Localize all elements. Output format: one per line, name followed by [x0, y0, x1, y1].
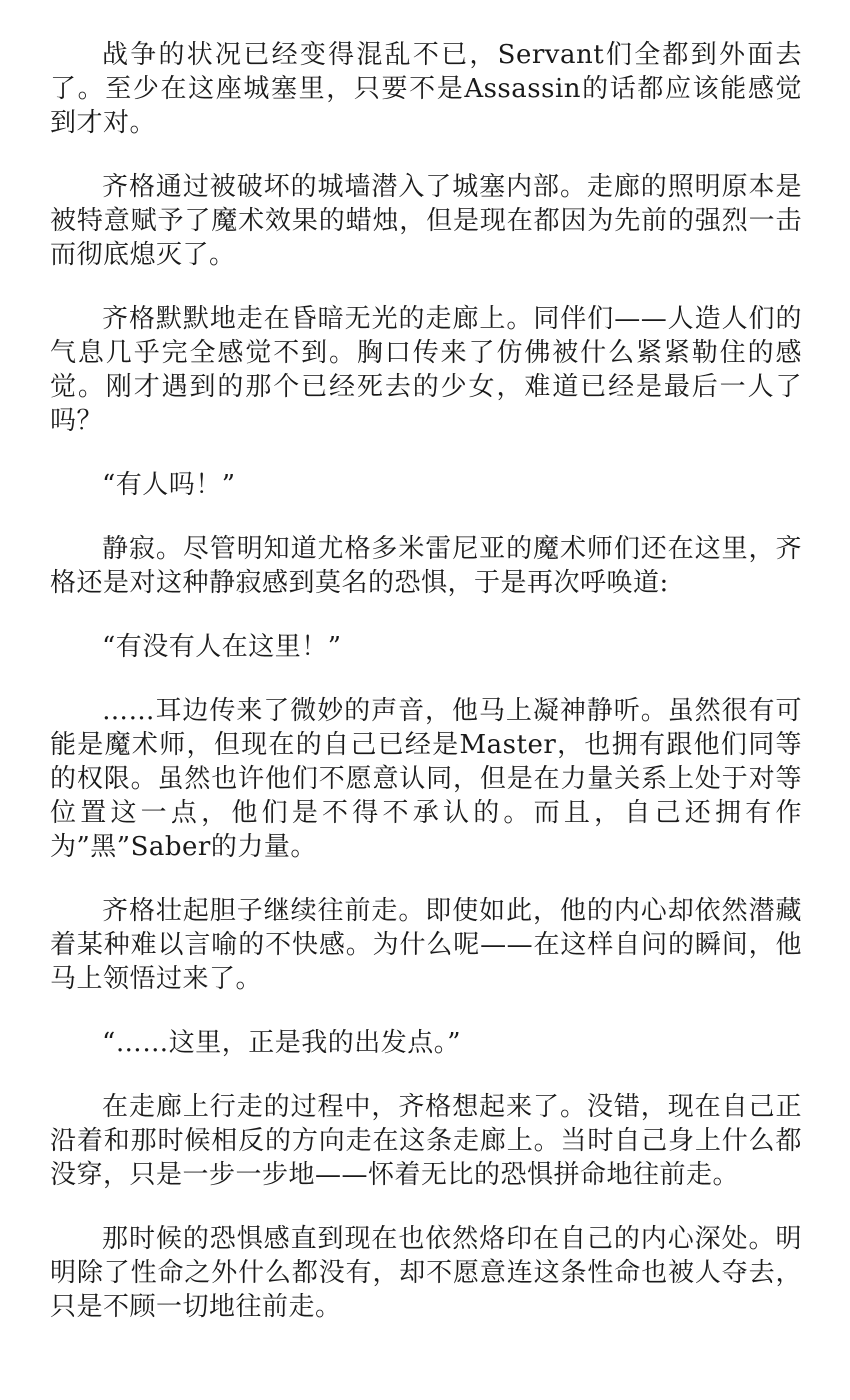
paragraph-8: 那时候的恐惧感直到现在也依然烙印在自己的内心深处。明明除了性命之外什么都没有，却不愿意连这条性命也被人夺去，只是不顾一切地往前走。: [50, 1224, 802, 1322]
dialogue-2: “有没有人在这里！”: [102, 632, 342, 662]
paragraph-7: 在走廊上行走的过程中，齐格想起来了。没错，现在自己正沿着和那时候相反的方向走在这条走廊上。当时自己身上什么都没穿，只是一步一步地——怀着无比的恐惧拼命地往前走。: [50, 1092, 802, 1190]
dialogue-1: “有人吗！”: [102, 470, 236, 500]
paragraph-4: 静寂。尽管明知道尤格多米雷尼亚的魔术师们还在这里，齐格还是对这种静寂感到莫名的恐惧，于是再次呼唤道:: [50, 534, 802, 598]
dialogue-3: “……这里，正是我的出发点。”: [102, 1028, 462, 1058]
paragraph-2: 齐格通过被破坏的城墙潜入了城塞内部。走廊的照明原本是被特意赋予了魔术效果的蜡烛，但是现在都因为先前的强烈一击而彻底熄灭了。: [50, 172, 802, 270]
document-page: [50, 38, 802, 1354]
paragraph-5: ……耳边传来了微妙的声音，他马上凝神静听。虽然很有可能是魔术师，但现在的自己已经是Master，也拥有跟他们同等的权限。虽然也许他们不愿意认同，但是在力量关系上处于对等位置这一点，他们是不得不承认的。而且，自己还拥有作为”黑”Saber的力量。: [50, 696, 802, 862]
paragraph-6: 齐格壮起胆子继续往前走。即使如此，他的内心却依然潜藏着某种难以言喻的不快感。为什么呢——在这样自问的瞬间，他马上领悟过来了。: [50, 896, 802, 994]
paragraph-1: 战争的状况已经变得混乱不已，Servant们全都到外面去了。至少在这座城塞里，只要不是Assassin的话都应该能感觉到才对。: [50, 40, 802, 138]
paragraph-3: 齐格默默地走在昏暗无光的走廊上。同伴们——人造人们的气息几乎完全感觉不到。胸口传来了仿佛被什么紧紧勒住的感觉。刚才遇到的那个已经死去的少女，难道已经是最后一人了吗？: [50, 304, 802, 436]
